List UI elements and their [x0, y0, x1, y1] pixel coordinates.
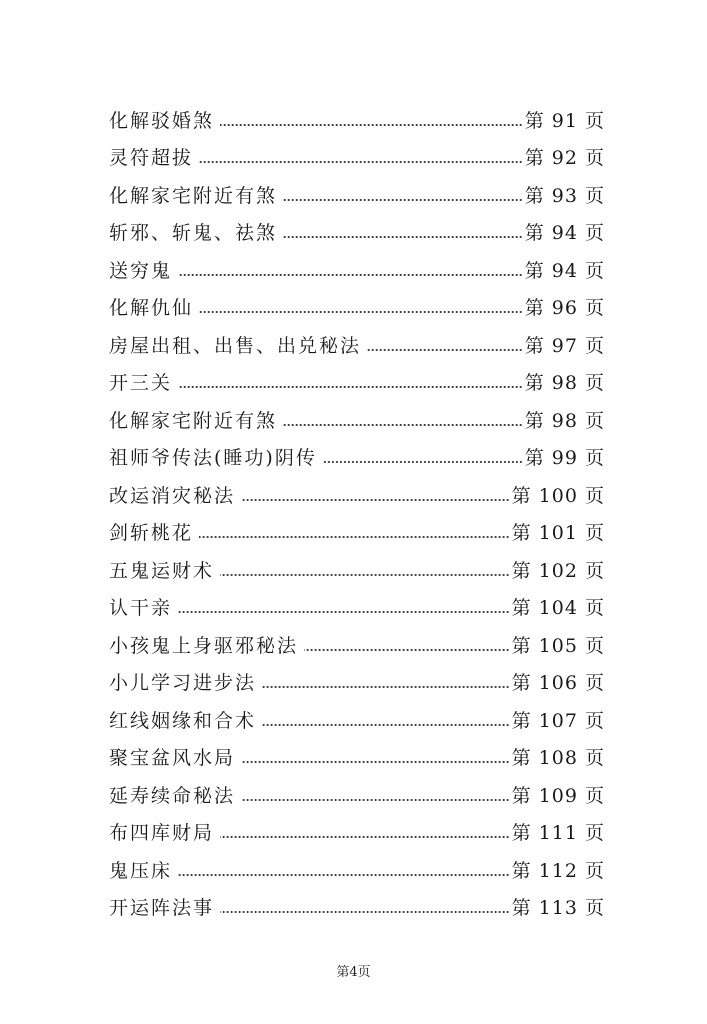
dot-leader: [262, 684, 510, 690]
toc-entry: [109, 283, 605, 321]
toc-entry: [109, 695, 605, 733]
dot-leader: [241, 497, 510, 503]
toc-entry: [109, 583, 605, 621]
toc-entry: [109, 133, 605, 171]
toc-entry-title: 化解仇仙: [109, 297, 194, 319]
toc-entry-title: 斩邪、斩鬼、祛煞: [109, 222, 278, 244]
toc-entry-title: 小孩鬼上身驱邪秘法: [109, 634, 299, 657]
toc-entry: [109, 770, 605, 808]
dot-leader: [220, 572, 510, 578]
toc-entry-title: 剑斩桃花: [109, 522, 194, 544]
toc-entry: [109, 883, 605, 921]
toc-entry-title: 布四库财局: [109, 822, 215, 844]
toc-entry: [109, 808, 605, 846]
toc-entry-title: 灵符超拔: [109, 147, 194, 169]
toc-entry-page: 第 92 页: [524, 147, 605, 169]
toc-entry-page: 第 109 页: [511, 784, 605, 807]
toc-entry-page: 第 93 页: [524, 184, 605, 207]
toc-entry-title: 认干亲: [109, 597, 173, 619]
toc-entry: [109, 395, 605, 433]
toc-entry-title: 小儿学习进步法: [109, 672, 257, 694]
toc-entry: [109, 658, 605, 696]
table-of-contents: [109, 95, 605, 920]
toc-entry: [109, 433, 605, 471]
dot-leader: [220, 834, 510, 840]
dot-leader: [178, 609, 510, 615]
toc-entry-title: 鬼压床: [109, 859, 173, 882]
toc-entry-page: 第 91 页: [524, 109, 605, 132]
dot-leader: [262, 722, 510, 728]
toc-entry-page: 第 97 页: [524, 334, 605, 357]
dot-leader: [367, 347, 523, 353]
dot-leader: [283, 422, 523, 428]
toc-entry-title: 化解家宅附近有煞: [109, 184, 278, 207]
toc-entry-page: 第 98 页: [524, 409, 605, 432]
toc-entry-page: 第 96 页: [524, 297, 605, 319]
toc-entry-page: 第 108 页: [511, 747, 605, 769]
dot-leader: [199, 159, 523, 165]
page-number: 第4页: [336, 965, 371, 980]
toc-entry-page: 第 113 页: [511, 897, 605, 919]
dot-leader: [304, 647, 510, 653]
toc-entry: [109, 508, 605, 546]
toc-entry-page: 第 98 页: [524, 372, 605, 394]
dot-leader: [241, 797, 510, 803]
dot-leader: [283, 197, 523, 203]
dot-leader: [199, 309, 523, 315]
toc-entry-title: 开三关: [109, 372, 173, 394]
toc-entry: [109, 358, 605, 396]
toc-entry: [109, 95, 605, 133]
toc-entry: [109, 170, 605, 208]
dot-leader: [323, 459, 523, 465]
toc-entry-page: 第 112 页: [511, 859, 605, 882]
toc-entry-title: 化解家宅附近有煞: [109, 409, 278, 432]
toc-entry-title: 房屋出租、出售、出兑秘法: [109, 334, 362, 357]
toc-entry: [109, 470, 605, 508]
toc-entry: [109, 845, 605, 883]
dot-leader: [283, 234, 523, 240]
dot-leader: [178, 384, 523, 390]
dot-leader: [220, 909, 510, 915]
toc-entry-page: 第 111 页: [511, 822, 605, 844]
toc-entry-title: 化解驳婚煞: [109, 109, 215, 132]
toc-entry-page: 第 94 页: [524, 259, 605, 282]
toc-entry-title: 五鬼运财术: [109, 559, 215, 582]
toc-entry-page: 第 105 页: [511, 634, 605, 657]
toc-entry: [109, 733, 605, 771]
toc-entry-title: 开运阵法事: [109, 897, 215, 919]
toc-entry-page: 第 102 页: [511, 559, 605, 582]
toc-entry-page: 第 100 页: [511, 484, 605, 507]
toc-entry-page: 第 94 页: [524, 222, 605, 244]
toc-entry: [109, 208, 605, 246]
toc-entry-title: 改运消灾秘法: [109, 484, 236, 507]
toc-entry-title: 红线姻缘和合术: [109, 709, 257, 732]
toc-entry-title: 祖师爷传法(睡功)阴传: [109, 447, 317, 469]
dot-leader: [220, 122, 523, 128]
toc-entry-page: 第 104 页: [511, 597, 605, 619]
toc-entry: [109, 245, 605, 283]
toc-entry-title: 送穷鬼: [109, 259, 173, 282]
toc-entry-page: 第 107 页: [511, 709, 605, 732]
dot-leader: [178, 272, 523, 278]
toc-entry-title: 聚宝盆风水局: [109, 747, 236, 769]
toc-entry-page: 第 99 页: [524, 447, 605, 469]
toc-entry: [109, 320, 605, 358]
dot-leader: [178, 872, 510, 878]
toc-entry: [109, 545, 605, 583]
dot-leader: [241, 759, 510, 765]
toc-entry: [109, 620, 605, 658]
toc-entry-title: 延寿续命秘法: [109, 784, 236, 807]
dot-leader: [199, 534, 510, 540]
toc-entry-page: 第 106 页: [511, 672, 605, 694]
toc-entry-page: 第 101 页: [511, 522, 605, 544]
